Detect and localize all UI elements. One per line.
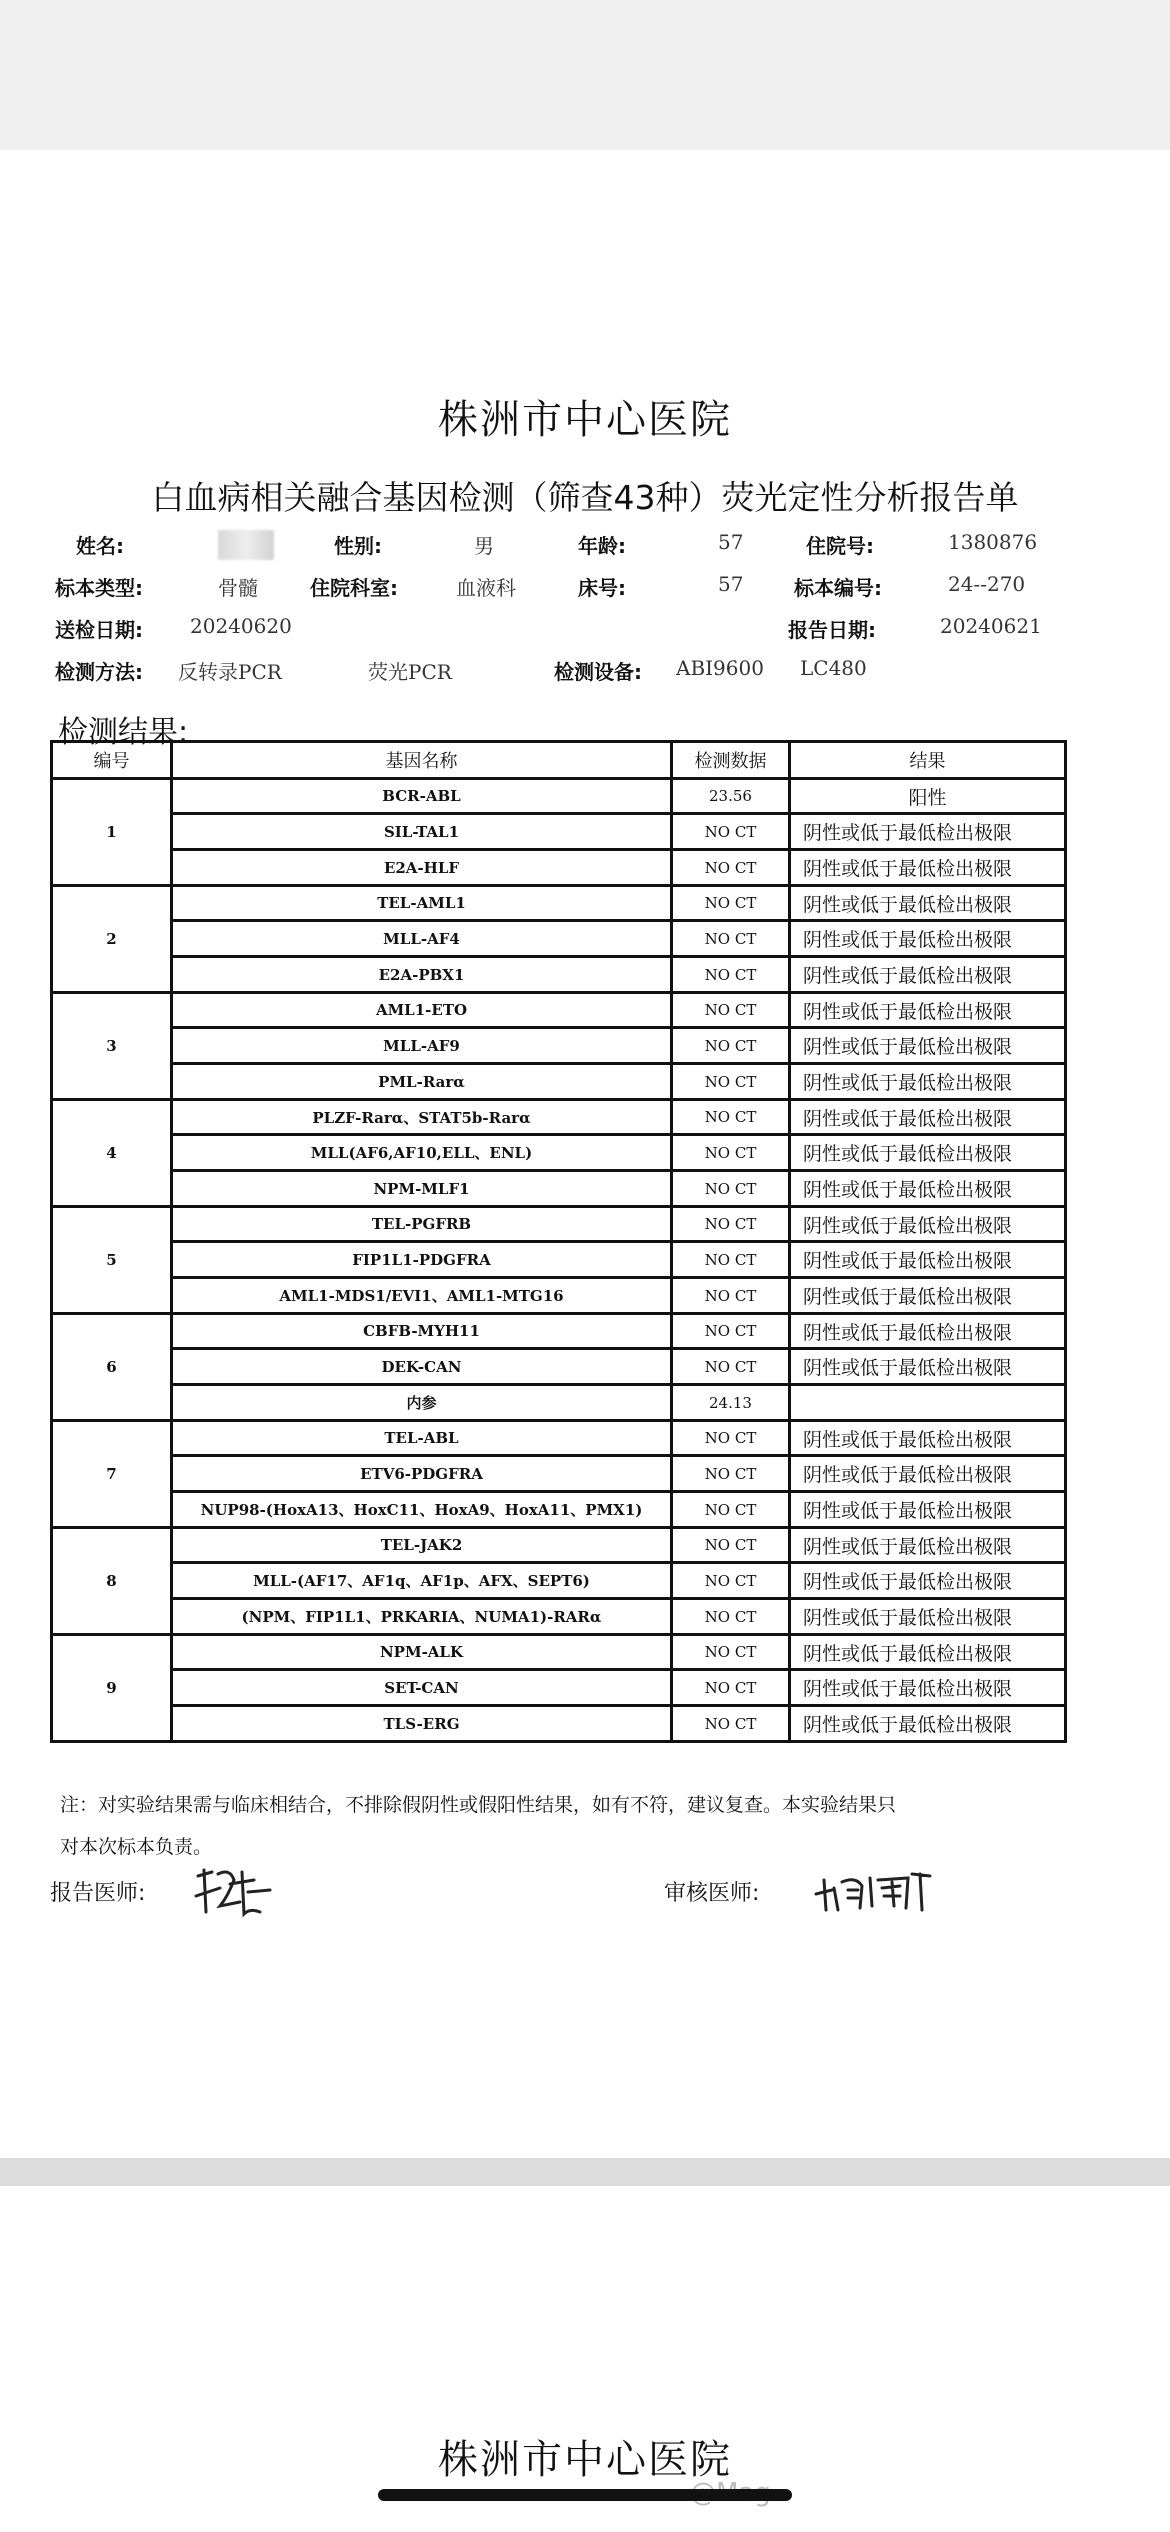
report-date-label: 报告日期: — [788, 618, 876, 642]
result-value: 阳性 — [790, 779, 1066, 814]
result-value: 阴性或低于最低检出极限 — [790, 1563, 1066, 1599]
table-row — [52, 1599, 1066, 1635]
group-number: 3 — [52, 993, 172, 1100]
table-row — [52, 1135, 1066, 1171]
group-number: 8 — [52, 1528, 172, 1635]
result-value: 阴性或低于最低检出极限 — [790, 1670, 1066, 1706]
detection-data: NO CT — [672, 1421, 790, 1456]
dept-value: 血液科 — [456, 576, 516, 600]
table-row — [52, 1207, 1066, 1242]
detection-data: NO CT — [672, 957, 790, 993]
review-doctor-label: 审核医师: — [664, 1881, 760, 1906]
gender-label: 性别: — [334, 534, 382, 558]
result-value: 阴性或低于最低检出极限 — [790, 1171, 1066, 1207]
gene-name: (NPM、FIP1L1、PRKARIA、NUMA1)-RARα — [172, 1599, 672, 1635]
detection-data: NO CT — [672, 814, 790, 850]
sample-no-label: 标本编号: — [794, 576, 882, 600]
gene-name: MLL-(AF17、AF1q、AF1p、AFX、SEPT6) — [172, 1563, 672, 1599]
table-row — [52, 1385, 1066, 1421]
gene-name: E2A-PBX1 — [172, 957, 672, 993]
result-value: 阴性或低于最低检出极限 — [790, 1100, 1066, 1135]
device-label: 检测设备: — [554, 660, 642, 684]
table-row — [52, 1635, 1066, 1670]
table-row — [52, 1278, 1066, 1314]
detection-data: NO CT — [672, 1314, 790, 1349]
gene-name: BCR-ABL — [172, 779, 672, 814]
gene-name: E2A-HLF — [172, 850, 672, 886]
col-header-result: 结果 — [790, 742, 1066, 779]
detection-data: NO CT — [672, 1100, 790, 1135]
report-title: 白血病相关融合基因检测（筛查43种）荧光定性分析报告单 — [151, 478, 1019, 517]
method-label: 检测方法: — [55, 660, 143, 684]
gene-name: PML-Rarα — [172, 1064, 672, 1100]
sample-type-value: 骨髓 — [218, 576, 258, 600]
sample-type-label: 标本类型: — [55, 576, 143, 600]
gene-name: CBFB-MYH11 — [172, 1314, 672, 1349]
table-row — [52, 1492, 1066, 1528]
result-value: 阴性或低于最低检出极限 — [790, 1135, 1066, 1171]
result-value: 阴性或低于最低检出极限 — [790, 1421, 1066, 1456]
report-doctor-label: 报告医师: — [50, 1881, 146, 1906]
result-value: 阴性或低于最低检出极限 — [790, 1456, 1066, 1492]
table-row — [52, 814, 1066, 850]
table-row — [52, 779, 1066, 814]
gene-name: TEL-ABL — [172, 1421, 672, 1456]
group-number: 5 — [52, 1207, 172, 1314]
gene-name: TEL-JAK2 — [172, 1528, 672, 1563]
device-value-2: LC480 — [800, 656, 867, 680]
submit-date-value: 20240620 — [190, 614, 292, 638]
gene-name: NPM-MLF1 — [172, 1171, 672, 1207]
detection-data: 23.56 — [672, 779, 790, 814]
result-value: 阴性或低于最低检出极限 — [790, 993, 1066, 1028]
detection-data: NO CT — [672, 1278, 790, 1314]
result-value: 阴性或低于最低检出极限 — [790, 1314, 1066, 1349]
name-redacted — [218, 530, 274, 560]
age-value: 57 — [718, 530, 744, 554]
hospital-name: 株洲市中心医院 — [438, 397, 732, 443]
name-label: 姓名: — [76, 534, 124, 558]
result-value — [790, 1385, 1066, 1421]
table-row — [52, 1064, 1066, 1100]
group-number: 2 — [52, 886, 172, 993]
gene-name: FIP1L1-PDGFRA — [172, 1242, 672, 1278]
detection-data: NO CT — [672, 1706, 790, 1742]
table-row — [52, 1706, 1066, 1742]
gene-name: DEK-CAN — [172, 1349, 672, 1385]
top-background — [0, 0, 1170, 150]
table-row — [52, 1028, 1066, 1064]
result-value: 阴性或低于最低检出极限 — [790, 1528, 1066, 1563]
result-value: 阴性或低于最低检出极限 — [790, 1349, 1066, 1385]
detection-data: NO CT — [672, 1635, 790, 1670]
detection-data: NO CT — [672, 921, 790, 957]
gene-name: AML1-MDS1/EVI1、AML1-MTG16 — [172, 1278, 672, 1314]
detection-data: NO CT — [672, 1135, 790, 1171]
detection-data: NO CT — [672, 1207, 790, 1242]
gene-name: TLS-ERG — [172, 1706, 672, 1742]
home-indicator[interactable] — [378, 2489, 792, 2501]
table-row — [52, 1242, 1066, 1278]
review-doctor-signature-icon — [812, 1866, 936, 1916]
gene-name: NUP98-(HoxA13、HoxC11、HoxA9、HoxA11、PMX1) — [172, 1492, 672, 1528]
gene-name: 内参 — [172, 1385, 672, 1421]
gene-name: MLL(AF6,AF10,ELL、ENL) — [172, 1135, 672, 1171]
results-heading: 检测结果: — [58, 715, 189, 750]
group-number: 7 — [52, 1421, 172, 1528]
results-body — [52, 779, 1066, 1742]
table-row — [52, 1171, 1066, 1207]
result-value: 阴性或低于最低检出极限 — [790, 886, 1066, 921]
group-number: 4 — [52, 1100, 172, 1207]
detection-data: NO CT — [672, 1456, 790, 1492]
result-value: 阴性或低于最低检出极限 — [790, 1028, 1066, 1064]
table-row — [52, 1314, 1066, 1349]
col-header-data: 检测数据 — [672, 742, 790, 779]
group-number: 1 — [52, 779, 172, 886]
table-row — [52, 1349, 1066, 1385]
table-row — [52, 1670, 1066, 1706]
table-row — [52, 1563, 1066, 1599]
result-value: 阴性或低于最低检出极限 — [790, 921, 1066, 957]
col-header-no: 编号 — [52, 742, 172, 779]
report-date-value: 20240621 — [940, 614, 1042, 638]
detection-data: NO CT — [672, 1563, 790, 1599]
gene-name: AML1-ETO — [172, 993, 672, 1028]
group-number: 6 — [52, 1314, 172, 1421]
detection-data: NO CT — [672, 1064, 790, 1100]
table-row — [52, 850, 1066, 886]
gene-name: SET-CAN — [172, 1670, 672, 1706]
detection-data: NO CT — [672, 1028, 790, 1064]
table-row — [52, 1456, 1066, 1492]
result-value: 阴性或低于最低检出极限 — [790, 1278, 1066, 1314]
submit-date-label: 送检日期: — [55, 618, 143, 642]
detection-data: NO CT — [672, 1528, 790, 1563]
gene-name: TEL-AML1 — [172, 886, 672, 921]
admission-label: 住院号: — [806, 534, 874, 558]
result-value: 阴性或低于最低检出极限 — [790, 1207, 1066, 1242]
note-line-2: 对本次标本负责。 — [60, 1836, 213, 1858]
note-line-1: 注：对实验结果需与临床相结合，不排除假阴性或假阳性结果，如有不符，建议复查。本实验结果只 — [60, 1794, 897, 1816]
table-header-row — [52, 742, 1066, 779]
table-row — [52, 1421, 1066, 1456]
method-value-2: 荧光PCR — [368, 660, 452, 684]
result-value: 阴性或低于最低检出极限 — [790, 1599, 1066, 1635]
result-value: 阴性或低于最低检出极限 — [790, 957, 1066, 993]
detection-data: NO CT — [672, 1242, 790, 1278]
detection-data: NO CT — [672, 1492, 790, 1528]
detection-data: NO CT — [672, 886, 790, 921]
result-value: 阴性或低于最低检出极限 — [790, 814, 1066, 850]
gene-name: ETV6-PDGFRA — [172, 1456, 672, 1492]
table-row — [52, 993, 1066, 1028]
method-value: 反转录PCR — [178, 660, 282, 684]
result-value: 阴性或低于最低检出极限 — [790, 1492, 1066, 1528]
next-page-hospital-name: 株洲市中心医院 — [438, 2437, 732, 2483]
result-value: 阴性或低于最低检出极限 — [790, 1635, 1066, 1670]
gene-name: TEL-PGFRB — [172, 1207, 672, 1242]
detection-data: NO CT — [672, 993, 790, 1028]
page-separator — [0, 2158, 1170, 2186]
table-row — [52, 1528, 1066, 1563]
bed-value: 57 — [718, 572, 744, 596]
result-value: 阴性或低于最低检出极限 — [790, 1706, 1066, 1742]
table-row — [52, 921, 1066, 957]
admission-value: 1380876 — [948, 530, 1038, 554]
group-number: 9 — [52, 1635, 172, 1742]
dept-label: 住院科室: — [310, 576, 398, 600]
table-row — [52, 886, 1066, 921]
gene-name: SIL-TAL1 — [172, 814, 672, 850]
result-value: 阴性或低于最低检出极限 — [790, 1242, 1066, 1278]
report-doctor-signature-icon — [190, 1862, 280, 1924]
detection-data: NO CT — [672, 1349, 790, 1385]
gender-value: 男 — [474, 534, 494, 558]
detection-data: NO CT — [672, 850, 790, 886]
table-row — [52, 957, 1066, 993]
device-value: ABI9600 — [676, 656, 764, 680]
gene-name: NPM-ALK — [172, 1635, 672, 1670]
gene-name: PLZF-Rarα、STAT5b-Rarα — [172, 1100, 672, 1135]
col-header-gene: 基因名称 — [172, 742, 672, 779]
age-label: 年龄: — [578, 534, 626, 558]
detection-data: 24.13 — [672, 1385, 790, 1421]
gene-name: MLL-AF4 — [172, 921, 672, 957]
sample-no-value: 24--270 — [948, 572, 1026, 596]
result-value: 阴性或低于最低检出极限 — [790, 850, 1066, 886]
bed-label: 床号: — [578, 576, 626, 600]
detection-data: NO CT — [672, 1670, 790, 1706]
results-table — [50, 740, 1067, 1743]
detection-data: NO CT — [672, 1599, 790, 1635]
detection-data: NO CT — [672, 1171, 790, 1207]
table-row — [52, 1100, 1066, 1135]
result-value: 阴性或低于最低检出极限 — [790, 1064, 1066, 1100]
gene-name: MLL-AF9 — [172, 1028, 672, 1064]
